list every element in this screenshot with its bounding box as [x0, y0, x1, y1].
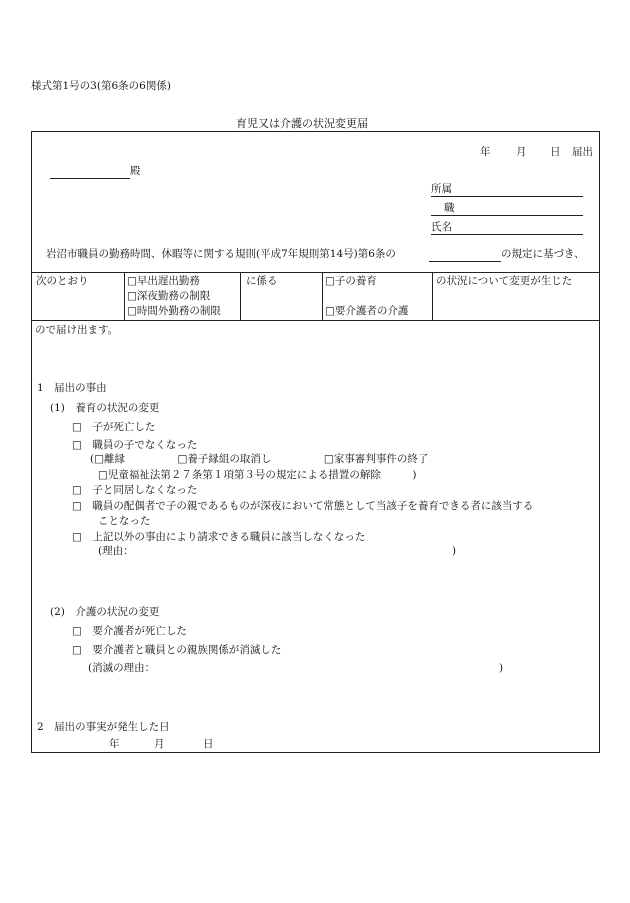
- form-frame: [31, 131, 600, 753]
- closing-text: ので届け出ます。: [35, 324, 119, 336]
- row-divider-2: [240, 272, 241, 320]
- no-longer-child-options-1[interactable]: (□離縁 □養子縁組の取消し □家事審判事件の終了: [90, 453, 429, 465]
- spouse-can-rear-cont: ことなった: [98, 515, 151, 527]
- date-year-label: 年: [480, 146, 491, 158]
- checkbox-kinship-ended[interactable]: □ 要介護者と職員との親族関係が消滅した: [72, 644, 282, 656]
- form-title: 育児又は介護の状況変更届: [236, 117, 368, 130]
- option-overtime-limit[interactable]: □時間外勤務の制限: [127, 305, 221, 317]
- reason-label: (理由：: [98, 545, 134, 557]
- event-month-label: 月: [154, 738, 165, 750]
- option-nursing-care[interactable]: □要介護者の介護: [325, 305, 409, 317]
- position-field[interactable]: [431, 215, 583, 216]
- intro-article-field[interactable]: [429, 261, 501, 262]
- row-bottom-border: [32, 320, 599, 321]
- date-month-label: 月: [516, 146, 527, 158]
- affiliation-label: 所属: [431, 183, 452, 195]
- name-field[interactable]: [431, 234, 583, 235]
- extinction-reason-label: (消滅の理由：: [88, 662, 156, 674]
- addressee-honorific: 殿: [130, 165, 141, 177]
- sub2-title: (2) 介護の状況の変更: [50, 606, 160, 618]
- section1-title: 1 届出の事由: [37, 382, 107, 394]
- section2-title: 2 届出の事実が発生した日: [37, 721, 170, 733]
- reason-close: ): [452, 545, 457, 557]
- extinction-reason-close: ): [499, 662, 504, 674]
- option-night-work-limit[interactable]: □深夜勤務の制限: [127, 290, 211, 302]
- row-divider-4: [432, 272, 433, 320]
- selection-connector: に係る: [246, 275, 278, 287]
- checkbox-not-living-together[interactable]: □ 子と同居しなくなった: [72, 484, 198, 496]
- checkbox-no-longer-child[interactable]: □ 職員の子でなくなった: [72, 439, 198, 451]
- event-day-label: 日: [203, 738, 214, 750]
- no-longer-child-options-2[interactable]: □児童福祉法第２７条第１項第３号の規定による措置の解除 ): [98, 469, 417, 481]
- row-top-border: [32, 272, 599, 273]
- checkbox-other-reason[interactable]: □ 上記以外の事由により請求できる職員に該当しなくなった: [72, 531, 366, 543]
- addressee-field[interactable]: [50, 178, 130, 179]
- date-day-label: 日: [550, 146, 561, 158]
- form-number: 様式第1号の3(第6条の6関係): [31, 80, 171, 92]
- name-label: 氏名: [431, 221, 452, 233]
- event-year-label: 年: [109, 738, 120, 750]
- option-early-late-work[interactable]: □早出遅出勤務: [127, 275, 200, 287]
- affiliation-field[interactable]: [431, 196, 583, 197]
- sub1-title: (1) 養育の状況の変更: [50, 402, 160, 414]
- date-submitted-label: 届出: [572, 146, 593, 158]
- intro-text: 岩沼市職員の勤務時間、休暇等に関する規則(平成7年規則第14号)第6条の: [46, 248, 396, 260]
- checkbox-child-died[interactable]: □ 子が死亡した: [72, 421, 156, 433]
- checkbox-care-recipient-died[interactable]: □ 要介護者が死亡した: [72, 625, 187, 637]
- option-child-rearing[interactable]: □子の養育: [325, 275, 377, 287]
- intro-text-suffix: の規定に基づき、: [501, 248, 585, 260]
- position-label: 職: [444, 202, 455, 214]
- row-divider-3: [322, 272, 323, 320]
- selection-trailing: の状況について変更が生じた: [436, 275, 573, 287]
- row-divider-1: [124, 272, 125, 320]
- selection-lead: 次のとおり: [36, 275, 89, 287]
- checkbox-spouse-can-rear[interactable]: □ 職員の配偶者で子の親であるものが深夜において常態として当該子を養育できる者に該当する: [72, 500, 534, 512]
